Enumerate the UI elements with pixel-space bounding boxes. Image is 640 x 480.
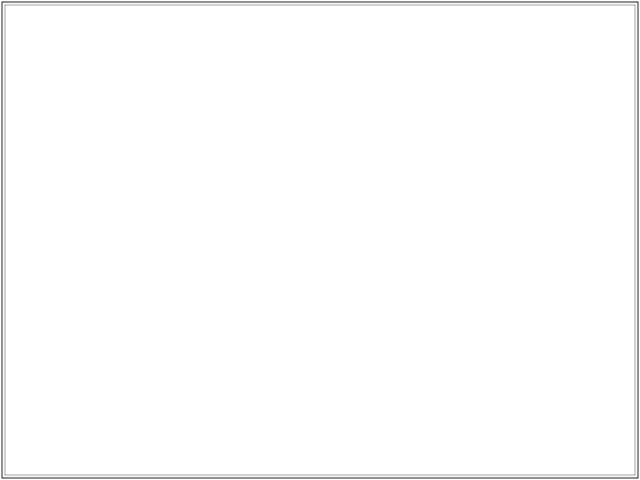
inner-border <box>5 5 635 475</box>
sheet-border <box>2 2 638 478</box>
